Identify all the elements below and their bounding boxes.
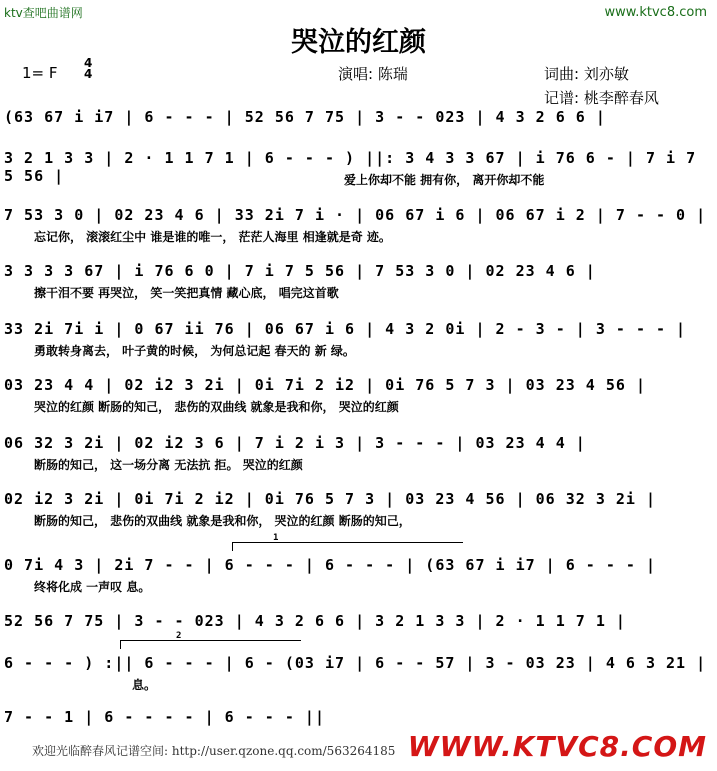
notation-line: 0 7i 4 3 | 2i 7 - - | 6 - - - | 6 - - - | (63 67 i i7 | 6 - - - |	[4, 556, 656, 574]
score-line-1	[4, 108, 713, 126]
site-url-right: www.ktvc8.com	[604, 5, 707, 20]
score-line-5	[4, 320, 713, 358]
singer-credit: 演唱: 陈瑞	[338, 65, 408, 83]
score-line-8	[4, 490, 713, 528]
notation-line: 06 32 3 2i | 02 i2 3 6 | 7 i 2 i 3 | 3 - - - | 03 23 4 4 |	[4, 434, 586, 452]
time-signature-bottom: 4	[84, 67, 93, 81]
lyric-line: 终将化成 一声叹 息。	[34, 580, 151, 594]
score-line-11	[4, 631, 713, 692]
notation-line: 7 - - 1 | 6 - - - - | 6 - - - ||	[4, 708, 325, 726]
notation-line: 02 i2 3 2i | 0i 7i 2 i2 | 0i 76 5 7 3 | 03 23 4 56 | 06 32 3 2i |	[4, 490, 656, 508]
score-line-4	[4, 262, 713, 300]
volta-bracket-1	[232, 533, 463, 551]
notation-line: 3 3 3 3 67 | i 76 6 0 | 7 i 7 5 56 | 7 53 3 0 | 02 23 4 6 |	[4, 262, 596, 280]
lyric-line: 忘记你， 滚滚红尘中 谁是谁的唯一， 茫茫人海里 相逢就是奇 迹。	[34, 230, 391, 244]
time-signature	[84, 58, 92, 80]
score-line-7	[4, 434, 713, 472]
notation-line: 52 56 7 75 | 3 - - 023 | 4 3 2 6 6 | 3 2 1 3 3 | 2 · 1 1 7 1 |	[4, 612, 626, 630]
writer-credit: 词曲: 刘亦敏	[544, 65, 629, 83]
lyric-line: 断肠的知己， 这一场分离 无法抗 拒。 哭泣的红颜	[34, 458, 303, 472]
volta-number: 1	[273, 533, 280, 543]
score-line-2	[4, 149, 713, 185]
transcriber-credit: 记谱: 桃李醉春风	[544, 89, 659, 107]
lyric-line: 断肠的知己， 悲伤的双曲线 就象是我和你， 哭泣的红颜 断肠的知己，	[34, 514, 411, 528]
notation-line: 6 - - - ) :|| 6 - - - | 6 - (03 i7 | 6 - - 57 | 3 - 03 23 | 4 6 3 21 |	[4, 654, 707, 672]
volta-bracket-2	[120, 631, 301, 649]
notation-line: 03 23 4 4 | 02 i2 3 2i | 0i 7i 2 i2 | 0i 76 5 7 3 | 03 23 4 56 |	[4, 376, 646, 394]
lyric-line: 哭泣的红颜 断肠的知己， 悲伤的双曲线 就象是我和你， 哭泣的红颜	[34, 400, 399, 414]
footer-note: 欢迎光临醉春风记谱空间: http://user.qzone.qq.com/563264185	[32, 744, 396, 758]
site-name-left: ktv查吧曲谱网	[4, 6, 83, 20]
notation-line: 7 53 3 0 | 02 23 4 6 | 33 2i 7 i · | 06 67 i 6 | 06 67 i 2 | 7 - - 0 |	[4, 206, 707, 224]
lyric-line: 勇敢转身离去， 叶子黄的时候， 为何总记起 春天的 新 绿。	[34, 344, 355, 358]
notation-line: 3 2 1 3 3 | 2 · 1 1 7 1 | 6 - - - ) ||: 3 4 3 3 67 | i 76 6 - | 7 i 7 5 56 |	[4, 149, 697, 185]
key-signature: 1= F	[22, 64, 58, 82]
lyric-line: 爱上你却不能 拥有你， 离开你却不能	[344, 173, 545, 187]
volta-number: 2	[176, 631, 183, 641]
time-signature-top: 4	[84, 56, 93, 70]
score-line-6	[4, 376, 713, 414]
song-title: 哭泣的红颜	[291, 27, 426, 58]
notation-line: 33 2i 7i i | 0 67 ii 76 | 06 67 i 6 | 4 3 2 0i | 2 - 3 - | 3 - - - |	[4, 320, 687, 338]
lyric-line: 擦干泪不要 再哭泣， 笑一笑把真情 藏心底， 唱完这首歌	[34, 286, 339, 300]
notation-line: (63 67 i i7 | 6 - - - | 52 56 7 75 | 3 - - 023 | 4 3 2 6 6 |	[4, 108, 606, 126]
score-line-12	[4, 708, 713, 726]
lyric-line: 息。	[132, 678, 157, 692]
site-logo: WWW.KTVC8.COM	[407, 730, 707, 763]
score-line-10	[4, 612, 713, 630]
score-line-9	[4, 533, 713, 594]
score-line-3	[4, 206, 713, 244]
